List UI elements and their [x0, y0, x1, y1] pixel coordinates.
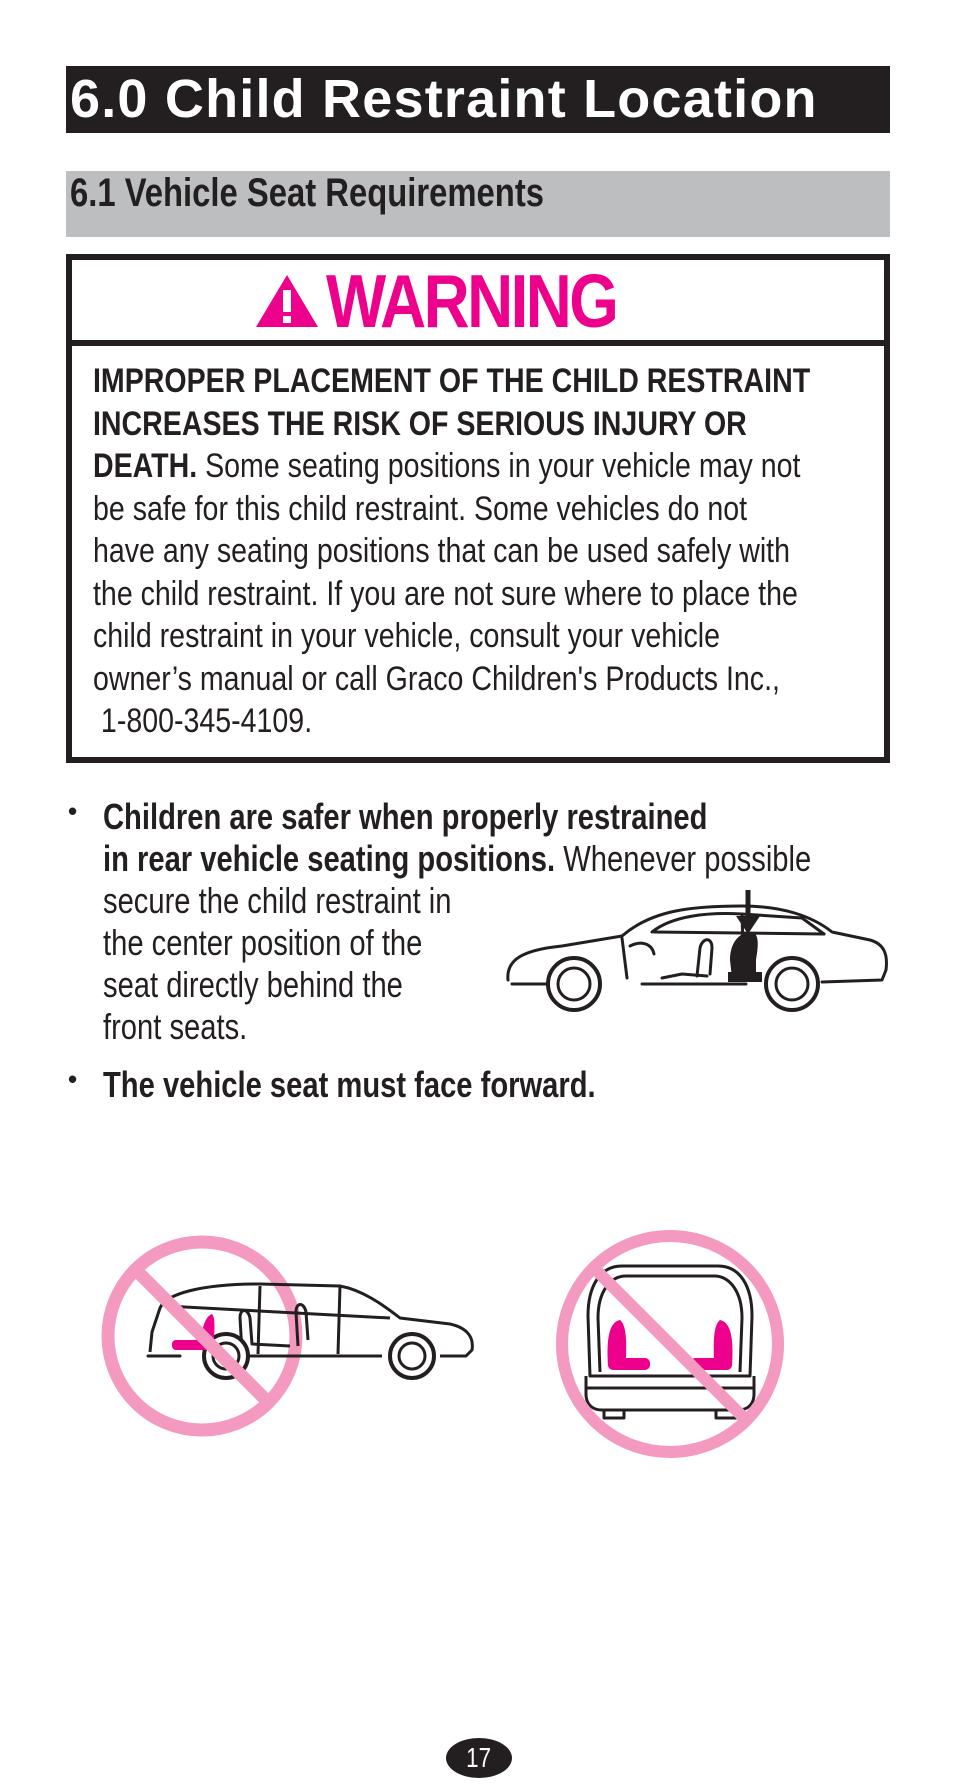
section-title-bar [66, 66, 890, 133]
warning-box [66, 254, 890, 763]
section-title: 6.0 Child Restraint Location [70, 69, 818, 129]
warning-text [93, 360, 841, 743]
bullet-2-text: The vehicle seat must face forward. [103, 1064, 596, 1105]
warning-line-4: be safe for this child restraint. Some vehicles do not [93, 489, 748, 528]
bullet-1-line-3: secure the child restraint in [103, 880, 452, 921]
warning-bold-line-3: DEATH. [93, 447, 198, 485]
subsection-title: 6.1 Vehicle Seat Requirements [70, 171, 544, 215]
subsection-title-bar [66, 171, 890, 237]
warning-header [72, 260, 884, 346]
car-side-illustration [502, 888, 890, 1018]
warning-heading: WARNING [326, 259, 617, 343]
bullet-marker: • [68, 796, 78, 826]
bullet-marker: • [68, 1064, 78, 1094]
warning-line-6: the child restraint. If you are not sure where to place the [93, 574, 798, 613]
warning-triangle-icon [254, 273, 320, 329]
bullet-1-line-2: in rear vehicle seating positions. Whenever possible [103, 838, 812, 879]
warning-line-8: owner’s manual or call Graco Children's Products Inc., [93, 659, 780, 698]
bullet-1-line-5: seat directly behind the [103, 964, 403, 1005]
warning-line-9: 1-800-345-4109. [93, 702, 313, 740]
bullet-1-line-6: front seats. [103, 1006, 248, 1047]
prohibited-side-facing-seat-icon [100, 1234, 480, 1440]
bullet-1-line-1: Children are safer when properly restrained [103, 796, 708, 837]
page-number: 17 [446, 1738, 512, 1778]
bullet-1-line-4: the center position of the [103, 922, 423, 963]
warning-line-5: have any seating positions that can be used safely with [93, 532, 790, 570]
prohibited-rear-facing-seat-icon [552, 1226, 788, 1462]
warning-bold-line-1: IMPROPER PLACEMENT OF THE CHILD RESTRAINT [93, 362, 811, 400]
warning-line-7: child restraint in your vehicle, consult your vehicle [93, 617, 721, 655]
warning-bold-line-2: INCREASES THE RISK OF SERIOUS INJURY OR [93, 404, 747, 443]
warning-line-3: Some seating positions in your vehicle may not [197, 447, 801, 485]
